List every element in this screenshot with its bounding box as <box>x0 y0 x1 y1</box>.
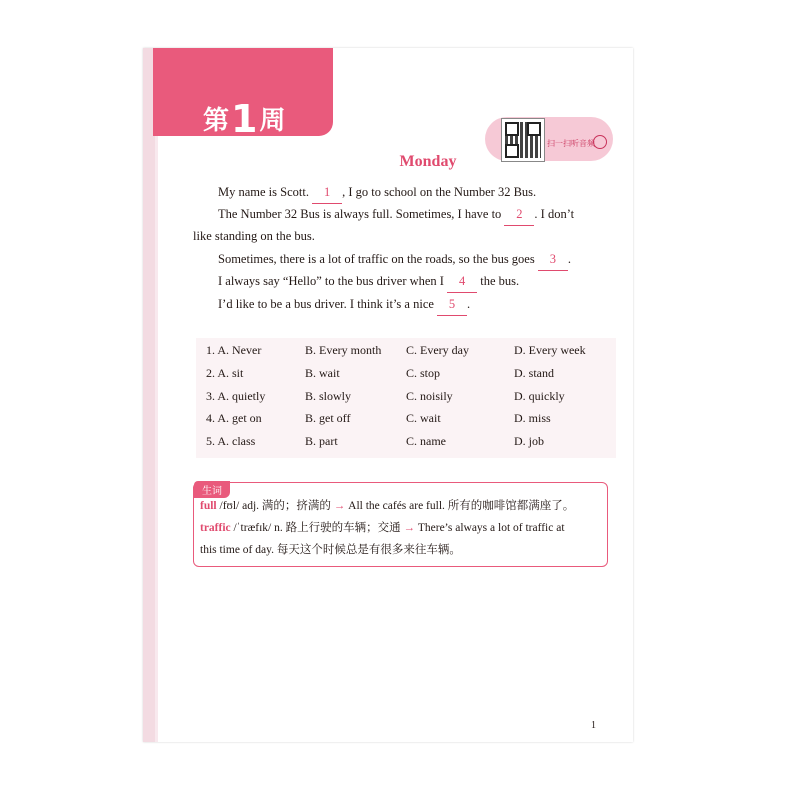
blank-number[interactable]: 4 <box>447 270 477 293</box>
passage-line <box>193 270 638 293</box>
week-title <box>203 97 286 141</box>
answer-option[interactable]: B. part <box>305 434 338 449</box>
answer-option[interactable]: C. wait <box>406 411 441 426</box>
passage-line <box>193 293 638 316</box>
week-banner <box>153 48 333 141</box>
day-heading: Monday <box>399 153 457 170</box>
answer-option[interactable]: D. job <box>514 434 544 449</box>
passage-text: Sometimes, there is a lot of traffic on the roads, so the bus goes <box>218 252 538 266</box>
arrow-right-icon: → <box>403 522 415 534</box>
week-prefix: 第 <box>203 106 230 136</box>
passage-text: like standing on the bus. <box>193 229 315 243</box>
passage-text: , I go to school on the Number 32 Bus. <box>342 185 537 199</box>
answer-option[interactable]: B. wait <box>305 365 340 380</box>
vocab-entry <box>200 541 461 557</box>
answer-option[interactable]: 5. A. class <box>206 434 256 449</box>
answer-option[interactable]: D. miss <box>514 411 551 426</box>
passage-text: I’d like to be a bus driver. I think it’s a nice <box>218 297 438 311</box>
answer-option[interactable]: B. get off <box>305 411 351 426</box>
passage-text: . <box>567 252 571 266</box>
vocabulary-box <box>193 482 608 567</box>
vocab-word: traffic <box>200 522 231 534</box>
answer-options <box>196 338 616 458</box>
passage-line <box>193 248 638 271</box>
arrow-right-icon: → <box>333 500 346 512</box>
vocab-definition: /fʊl/ adj. 满的；挤满的 <box>216 500 334 512</box>
passage-line <box>193 203 638 226</box>
passage-text: The Number 32 Bus is always full. Sometimes, I have to <box>218 207 505 221</box>
week-number: 1 <box>231 97 258 141</box>
blank-number[interactable]: 2 <box>504 203 534 226</box>
answer-option[interactable]: 2. A. sit <box>206 365 244 380</box>
vocab-example: There’s always a lot of traffic at <box>414 522 565 534</box>
vocab-example: All the cafés are full. 所有的咖啡馆都满座了。 <box>345 500 575 512</box>
answer-option[interactable]: B. slowly <box>305 388 352 403</box>
answer-option[interactable]: D. quickly <box>514 388 565 403</box>
blank-number[interactable]: 3 <box>538 248 568 271</box>
passage-text: My name is Scott. <box>218 185 313 199</box>
vocabulary-title: 生词 <box>194 481 230 498</box>
vocab-word: full <box>200 500 217 512</box>
book-page <box>143 48 633 742</box>
week-suffix: 周 <box>259 106 286 136</box>
answer-option[interactable]: D. Every week <box>514 343 586 357</box>
answer-option[interactable]: B. Every month <box>305 343 382 357</box>
answer-option[interactable]: C. Every day <box>406 343 469 357</box>
play-audio-icon[interactable] <box>593 135 607 149</box>
scan-label: 扫一扫听音频 <box>547 139 595 148</box>
passage-text: the bus. <box>477 274 520 288</box>
vocab-definition: /ˈtræfɪk/ n. 路上行驶的车辆；交通 <box>230 522 404 534</box>
vocab-entry <box>200 497 574 513</box>
page-number: 1 <box>591 720 596 731</box>
vocab-definition: this time of day. 每天这个时候总是有很多来往车辆。 <box>200 544 461 556</box>
answer-option[interactable]: 1. A. Never <box>206 343 262 357</box>
passage-line <box>193 225 613 247</box>
answer-option[interactable]: 4. A. get on <box>206 411 262 426</box>
answer-option[interactable]: C. name <box>406 434 446 449</box>
vocab-entry <box>200 519 565 535</box>
answer-option[interactable]: C. stop <box>406 365 441 380</box>
passage-text: . I don’t <box>534 207 575 221</box>
answer-option[interactable]: D. stand <box>514 365 554 380</box>
answer-option[interactable]: C. noisily <box>406 388 453 403</box>
passage-text: . <box>467 297 471 311</box>
answer-option[interactable]: 3. A. quietly <box>206 388 266 403</box>
blank-number[interactable]: 1 <box>312 181 342 204</box>
passage-line <box>193 181 638 204</box>
passage-text: I always say “Hello” to the bus driver when I <box>218 274 448 288</box>
blank-number[interactable]: 5 <box>437 293 467 316</box>
